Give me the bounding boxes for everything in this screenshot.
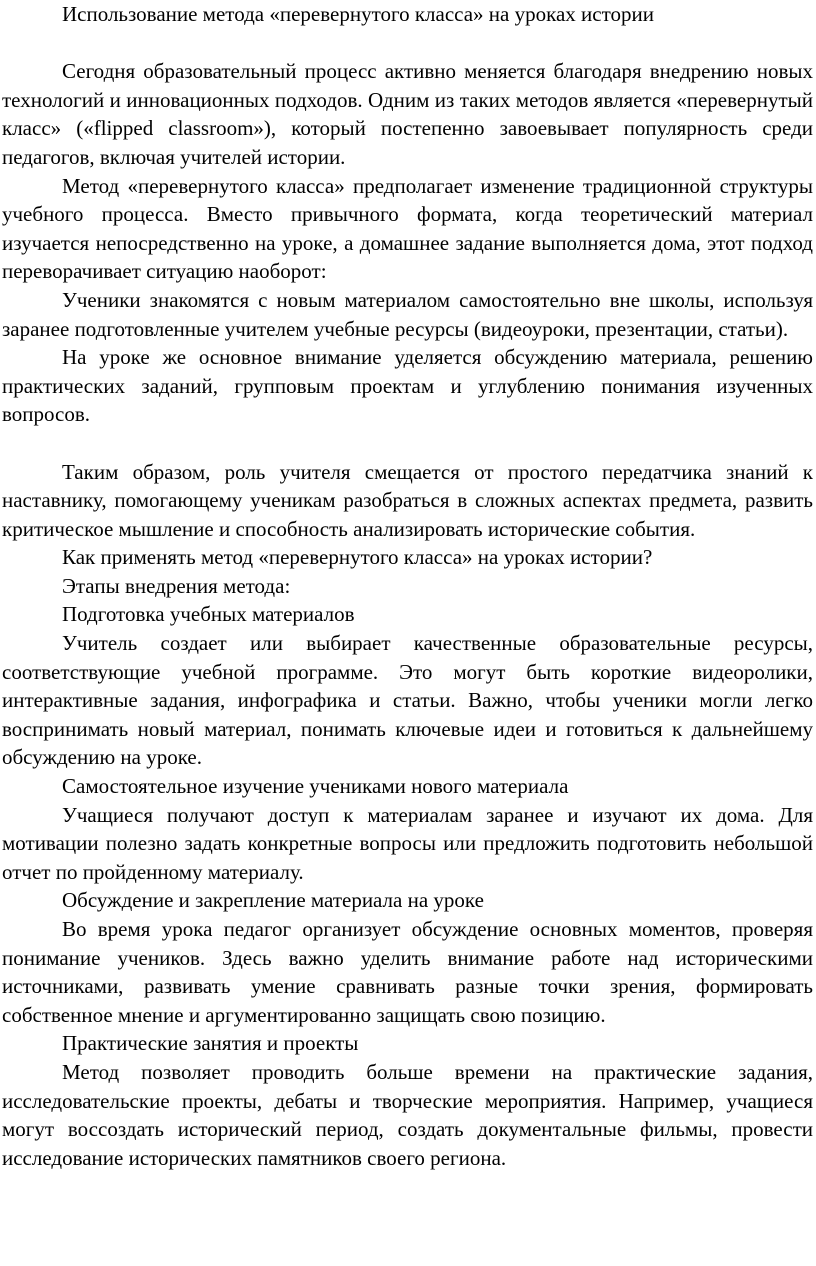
stage-heading-discussion: Обсуждение и закрепление материала на уроке — [62, 888, 484, 913]
paragraph-method: Метод «перевернутого класса» предполагает изменение традиционной структуры учебного процесса. Вместо привычного формата, когда теоретический материал изучается непосредственно на уроке, а домашнее задание выполняется дома, этот подход переворачивает ситуацию наоборот: — [2, 173, 813, 284]
document-title: Использование метода «перевернутого класса» на уроках истории — [62, 2, 654, 26]
section-stages-heading: Этапы внедрения метода: — [62, 573, 291, 598]
paragraph-students-home: Ученики знакомятся с новым материалом самостоятельно вне школы, используя заранее подготовленные учителем учебные ресурсы (видеоуроки, презентации, статьи). — [2, 287, 813, 341]
blank-line — [2, 429, 813, 458]
section-question: Как применять метод «перевернутого класса» на уроках истории? — [62, 545, 653, 570]
blank-line — [2, 29, 813, 58]
paragraph-practice: Метод позволяет проводить больше времени на практические задания, исследовательские проекты, дебаты и творческие мероприятия. Например, учащиеся могут воссоздать исторический период, создать документальные фильмы, провести исследование исторических памятников своего региона. — [2, 1059, 813, 1170]
stage-heading-preparation: Подготовка учебных материалов — [62, 602, 355, 627]
paragraph-self-study: Учащиеся получают доступ к материалам заранее и изучают их дома. Для мотивации полезно задать конкретные вопросы или предложить подготовить небольшой отчет по пройденному материалу. — [2, 802, 813, 884]
paragraph-intro: Сегодня образовательный процесс активно меняется благодаря внедрению новых технологий и инновационных подходов. Одним из таких методов является «перевернутый класс» («flipped classroom»), который постепенно завоевывает популярность среди педагогов, включая учителей истории. — [2, 59, 813, 169]
stage-heading-self-study: Самостоятельное изучение учениками нового материала — [62, 774, 569, 799]
stage-heading-practice: Практические занятия и проекты — [62, 1031, 359, 1056]
paragraph-discussion: Во время урока педагог организует обсуждение основных моментов, проверяя понимание учеников. Здесь важно уделить внимание работе над историческими источниками, развивать умение сравнивать разные точки зрения, формировать собственное мнение и аргументированно защищать свою позицию. — [2, 917, 813, 1027]
paragraph-lesson-focus: На уроке же основное внимание уделяется обсуждению материала, решению практических заданий, групповым проектам и углублению понимания изученных вопросов. — [2, 345, 813, 427]
paragraph-teacher-role: Таким образом, роль учителя смещается от простого передатчика знаний к наставнику, помогающему ученикам разобраться в сложных аспектах предмета, развить критическое мышление и способность анализировать исторические события. — [2, 459, 813, 541]
paragraph-preparation: Учитель создает или выбирает качественные образовательные ресурсы, соответствующие учебной программе. Это могут быть короткие видеоролики, интерактивные задания, инфографика и статьи. Важно, чтобы ученики могли легко воспринимать новый материал, понимать ключевые идеи и готовиться к дальнейшему обсуждению на уроке. — [2, 631, 813, 770]
